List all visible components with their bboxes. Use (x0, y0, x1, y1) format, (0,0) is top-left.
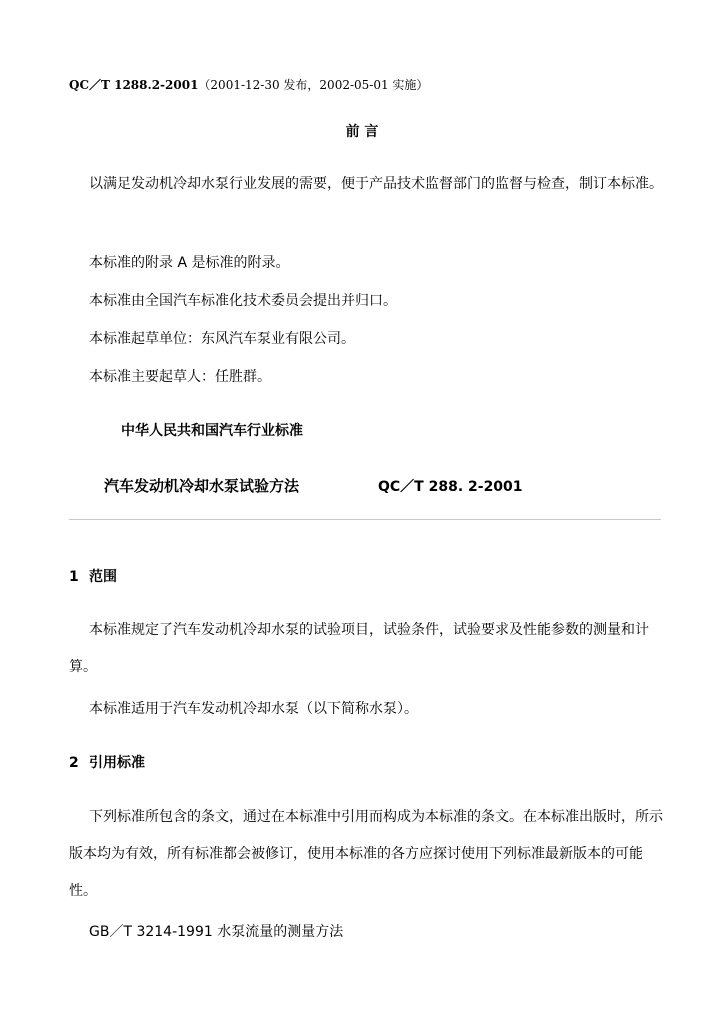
standard-title: 汽车发动机冷却水泵试验方法 (104, 477, 300, 495)
section-heading-references (69, 752, 145, 772)
standard-code: QC／T 1288.2-2001 (69, 78, 199, 92)
section-paragraph: 下列标准所包含的条文，通过在本标准中引用而构成为本标准的条文。在本标准出版时，所示版本均为有效，所有标准都会被修订，使用本标准的各方应探讨使用下列标准最新版本的可能性。 (69, 809, 663, 899)
foreword-paragraph: 以满足发动机冷却水泵行业发展的需要，便于产品技术监督部门的监督与检查，制订本标准。 (89, 176, 663, 192)
standard-number: QC／T 288. 2-2001 (378, 479, 523, 495)
foreword-paragraph: 本标准起草单位：东风汽车泵业有限公司。 (89, 331, 355, 347)
divider (69, 519, 661, 520)
section-paragraph: 本标准适用于汽车发动机冷却水泵（以下简称水泵）。 (89, 701, 418, 717)
section-heading-scope (69, 566, 117, 586)
foreword-paragraph: 本标准的附录 A 是标准的附录。 (89, 255, 290, 271)
standard-issuer: 中华人民共和国汽车行业标准 (121, 423, 303, 439)
section-paragraph: 本标准规定了汽车发动机冷却水泵的试验项目，试验条件，试验要求及性能参数的测量和计算。 (69, 622, 649, 675)
foreword-title: 前 言 (345, 124, 379, 140)
foreword-paragraph: 本标准主要起草人：任胜群。 (89, 369, 271, 385)
section-number: 1 (69, 569, 79, 585)
standard-dates: （2001-12-30 发布，2002-05-01 实施） (198, 78, 429, 92)
reference-item: GB／T 3214-1991 水泵流量的测量方法 (89, 924, 344, 940)
section-title: 引用标准 (89, 755, 145, 771)
standard-header-line (69, 76, 428, 93)
foreword-paragraph: 本标准由全国汽车标准化技术委员会提出并归口。 (89, 293, 397, 309)
section-title: 范围 (89, 569, 117, 585)
section-number: 2 (69, 755, 79, 771)
